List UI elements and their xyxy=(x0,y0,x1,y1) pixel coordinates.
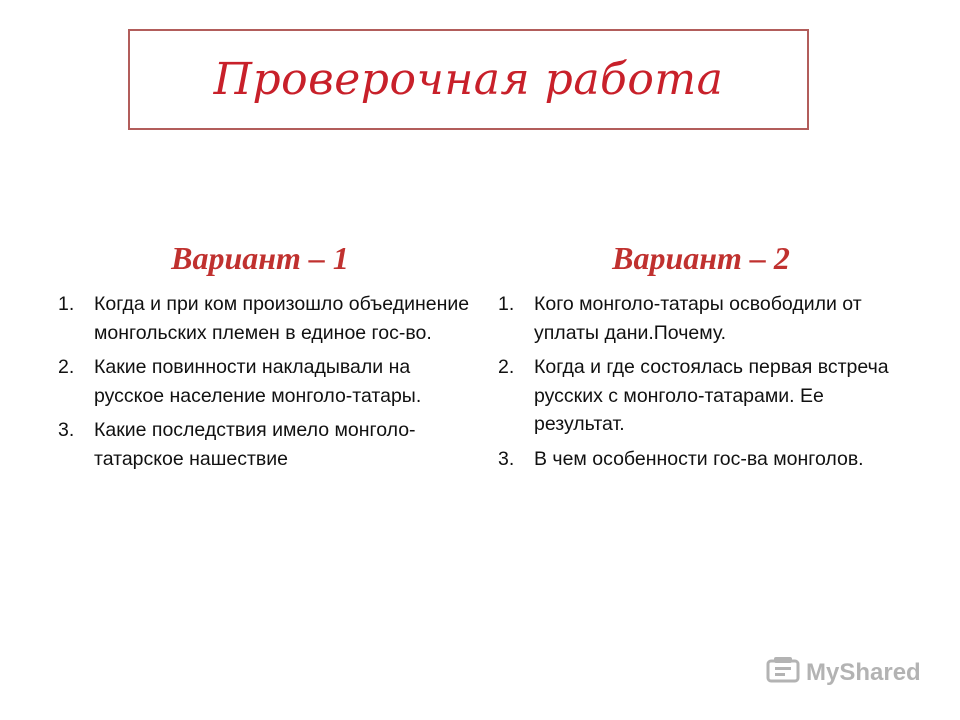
myshared-logo-icon xyxy=(766,655,800,690)
variant-2-questions xyxy=(498,290,898,479)
title-box xyxy=(128,29,809,130)
question-text: Когда и при ком произошло объединение монгольских племен в единое гос-во. xyxy=(94,293,470,344)
question-number: 2. xyxy=(58,356,75,378)
question-number: 1. xyxy=(58,293,75,315)
watermark xyxy=(766,655,921,690)
question-text: Когда и где состоялась первая встреча русских с монголо-татарами. Ее результат. xyxy=(534,356,889,435)
question-item xyxy=(58,353,478,410)
question-item xyxy=(498,290,898,347)
question-item xyxy=(58,290,478,347)
question-number: 3. xyxy=(58,419,75,441)
question-number: 3. xyxy=(498,447,515,470)
question-item xyxy=(498,445,898,474)
question-number: 1. xyxy=(498,293,515,315)
page-title: Проверочная работа xyxy=(213,54,724,105)
question-text: Кого монголо-татары освободили от уплаты дани.Почему. xyxy=(534,293,862,344)
variant-1-questions xyxy=(58,290,478,479)
question-text: Какие последствия имело монголо-татарское нашествие xyxy=(94,419,416,470)
question-item xyxy=(58,416,478,473)
variant-1-heading: Вариант – 1 xyxy=(171,240,349,276)
question-text: В чем особенности гос-ва монголов. xyxy=(534,447,864,470)
watermark-text: MyShared xyxy=(806,658,921,686)
variant-2-heading: Вариант – 2 xyxy=(612,240,790,276)
question-number: 2. xyxy=(498,356,515,378)
question-item xyxy=(498,353,898,439)
question-text: Какие повинности накладывали на русское население монголо-татары. xyxy=(94,356,422,407)
